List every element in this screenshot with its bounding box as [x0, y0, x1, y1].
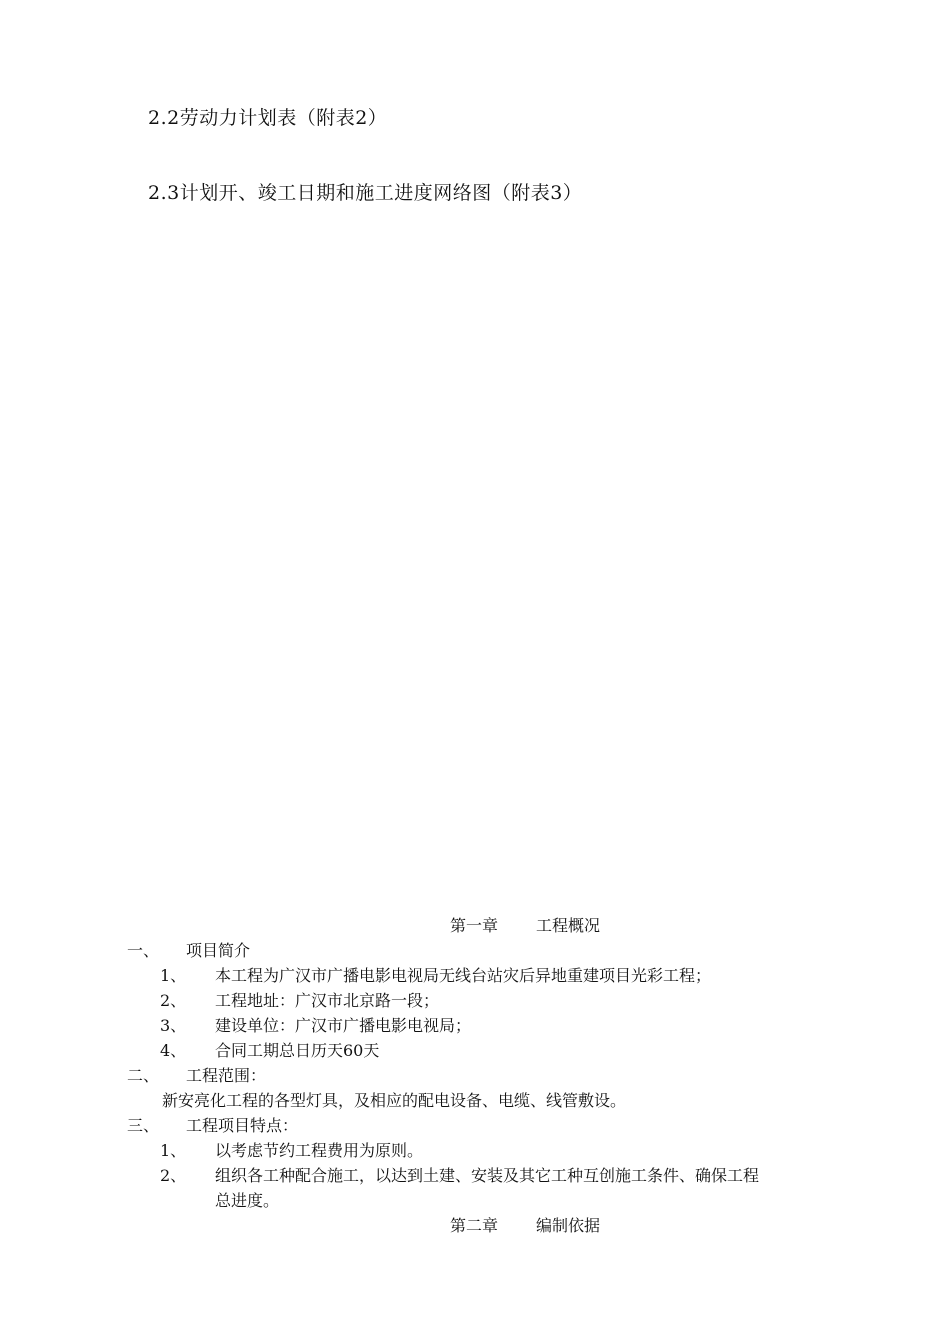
chapter-1-heading: [0, 913, 950, 936]
list-item-number: 4、: [160, 1041, 187, 1060]
list-item-number: 1、: [160, 1141, 187, 1160]
section-1-title: 项目简介: [186, 941, 251, 960]
toc-item-labor-plan: 2.2劳动力计划表（附表2）: [148, 107, 388, 129]
toc-item-schedule-network: 2.3计划开、竣工日期和施工进度网络图（附表3）: [148, 182, 583, 204]
list-item-number: 2、: [160, 991, 187, 1010]
list-item-text: 以考虑节约工程费用为原则。: [215, 1141, 424, 1160]
list-item-text: 工程地址：广汉市北京路一段；: [215, 991, 440, 1010]
section-2-title: 工程范围：: [186, 1066, 267, 1085]
section-2-paragraph: 新安亮化工程的各型灯具，及相应的配电设备、电缆、线管敷设。: [162, 1091, 627, 1110]
list-item-number: 2、: [160, 1166, 187, 1185]
chapter-2-heading: [0, 1213, 950, 1236]
list-item-number: 1、: [160, 966, 187, 985]
chapter-2-number: 第二章: [449, 1216, 498, 1235]
list-item-text: 建设单位：广汉市广播电影电视局；: [215, 1016, 472, 1035]
chapter-1-number: 第一章: [449, 916, 498, 935]
section-2-number: 二、: [127, 1066, 160, 1085]
list-item-text-continued: 总进度。: [215, 1191, 280, 1210]
section-3-title: 工程项目特点：: [186, 1116, 299, 1135]
chapter-1-title: 工程概况: [536, 916, 601, 935]
chapter-2-title: 编制依据: [536, 1216, 601, 1235]
list-item-text: 本工程为广汉市广播电影电视局无线台站灾后异地重建项目光彩工程；: [215, 966, 712, 985]
section-1-number: 一、: [127, 941, 160, 960]
list-item-text: 组织各工种配合施工，以达到土建、安装及其它工种互创施工条件、确保工程: [215, 1166, 760, 1185]
list-item-text: 合同工期总日历天60天: [215, 1041, 380, 1060]
list-item-number: 3、: [160, 1016, 187, 1035]
section-3-number: 三、: [127, 1116, 160, 1135]
